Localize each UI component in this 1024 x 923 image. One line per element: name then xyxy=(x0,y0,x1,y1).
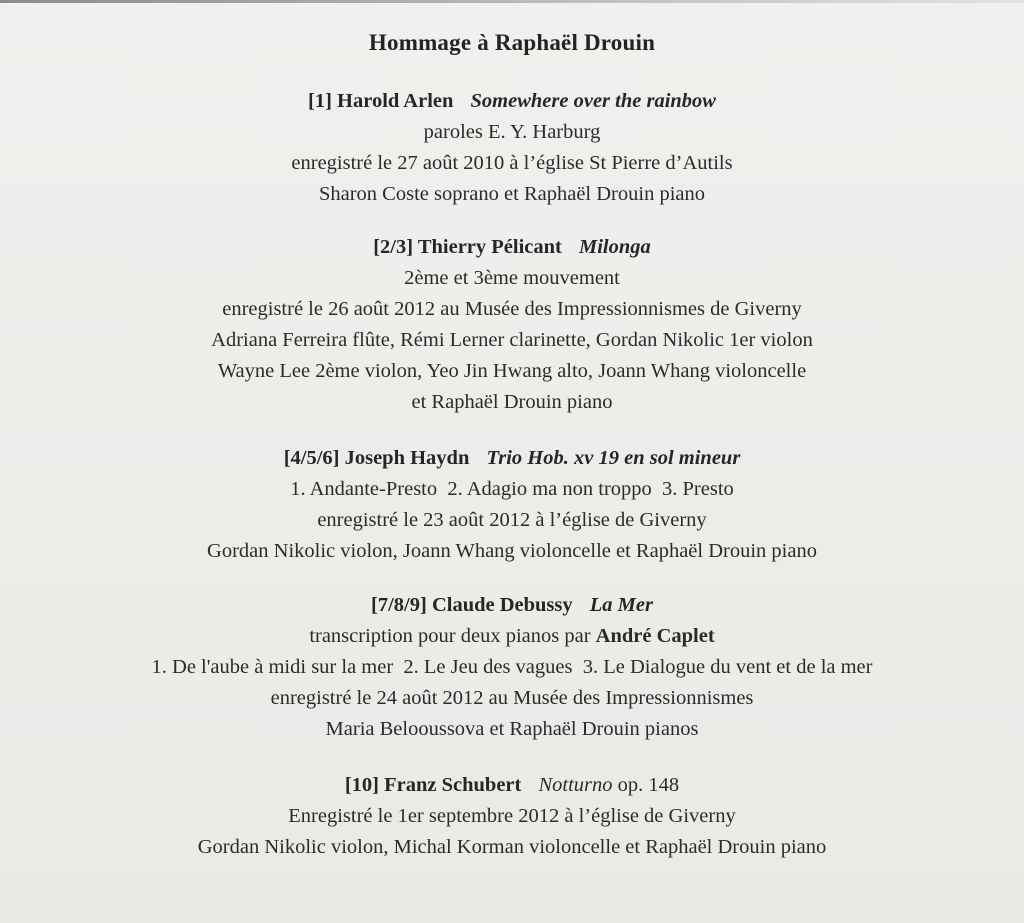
track-heading xyxy=(0,770,1024,801)
page-title: Hommage à Raphaël Drouin xyxy=(368,30,656,55)
track-heading xyxy=(0,443,1024,474)
track-heading xyxy=(0,86,1024,117)
transcription-line xyxy=(0,621,1024,652)
work-title: La Mer xyxy=(589,594,653,616)
track-detail-line: enregistré le 23 août 2012 à l’église de Giverny xyxy=(317,509,707,531)
track-detail-line: 1. De l'aube à midi sur la mer 2. Le Jeu des vagues 3. Le Dialogue du vent et de la mer xyxy=(151,656,873,678)
track-detail-line: Maria Belooussova et Raphaël Drouin pianos xyxy=(325,718,699,740)
track-heading xyxy=(0,232,1024,263)
track-detail-line: Enregistré le 1er septembre 2012 à l’église de Giverny xyxy=(288,805,736,827)
opus-number: op. 148 xyxy=(617,774,680,796)
track-detail-line: 2ème et 3ème mouvement xyxy=(404,267,620,289)
composer-name: Claude Debussy xyxy=(431,594,573,616)
track-entry-1 xyxy=(0,86,1024,210)
composer-name: Harold Arlen xyxy=(337,90,454,112)
composer-name: Thierry Pélicant xyxy=(417,236,562,258)
track-detail-line: Adriana Ferreira flûte, Rémi Lerner clarinette, Gordan Nikolic 1er violon xyxy=(211,329,813,351)
scan-edge xyxy=(0,0,1024,3)
track-detail-line: paroles E. Y. Harburg xyxy=(423,121,601,143)
track-detail-line: Wayne Lee 2ème violon, Yeo Jin Hwang alto, Joann Whang violoncelle xyxy=(217,360,807,382)
transcriber-name: André Caplet xyxy=(595,625,715,647)
track-number: [10] xyxy=(344,774,379,796)
track-heading xyxy=(0,590,1024,621)
track-detail-line: enregistré le 26 août 2012 au Musée des Impressionnismes de Giverny xyxy=(222,298,802,320)
track-number: [4/5/6] xyxy=(283,447,340,469)
work-title: Trio Hob. xv 19 en sol mineur xyxy=(486,447,741,469)
track-detail-line: enregistré le 27 août 2010 à l’église St Pierre d’Autils xyxy=(291,152,733,174)
track-entry-5 xyxy=(0,770,1024,863)
track-entry-2 xyxy=(0,232,1024,418)
composer-name: Franz Schubert xyxy=(384,774,522,796)
work-title: Somewhere over the rainbow xyxy=(470,90,716,112)
track-number: [2/3] xyxy=(373,236,414,258)
track-detail-line: Gordan Nikolic violon, Michal Korman violoncelle et Raphaël Drouin piano xyxy=(197,836,827,858)
track-number: [1] xyxy=(308,90,332,112)
track-detail-line: et Raphaël Drouin piano xyxy=(411,391,613,413)
work-title: Notturno xyxy=(538,774,613,796)
track-detail-line: 1. Andante-Presto 2. Adagio ma non troppo 3. Presto xyxy=(290,478,734,500)
track-number: [7/8/9] xyxy=(371,594,427,616)
track-detail-line: Sharon Coste soprano et Raphaël Drouin piano xyxy=(318,183,705,205)
track-entry-3 xyxy=(0,443,1024,567)
track-detail-line: Gordan Nikolic violon, Joann Whang violoncelle et Raphaël Drouin piano xyxy=(207,540,817,562)
transcription-text: transcription pour deux pianos par xyxy=(309,625,591,647)
track-entry-4 xyxy=(0,590,1024,745)
composer-name: Joseph Haydn xyxy=(344,447,470,469)
track-detail-line: enregistré le 24 août 2012 au Musée des Impressionnismes xyxy=(270,687,754,709)
work-title: Milonga xyxy=(579,236,651,258)
